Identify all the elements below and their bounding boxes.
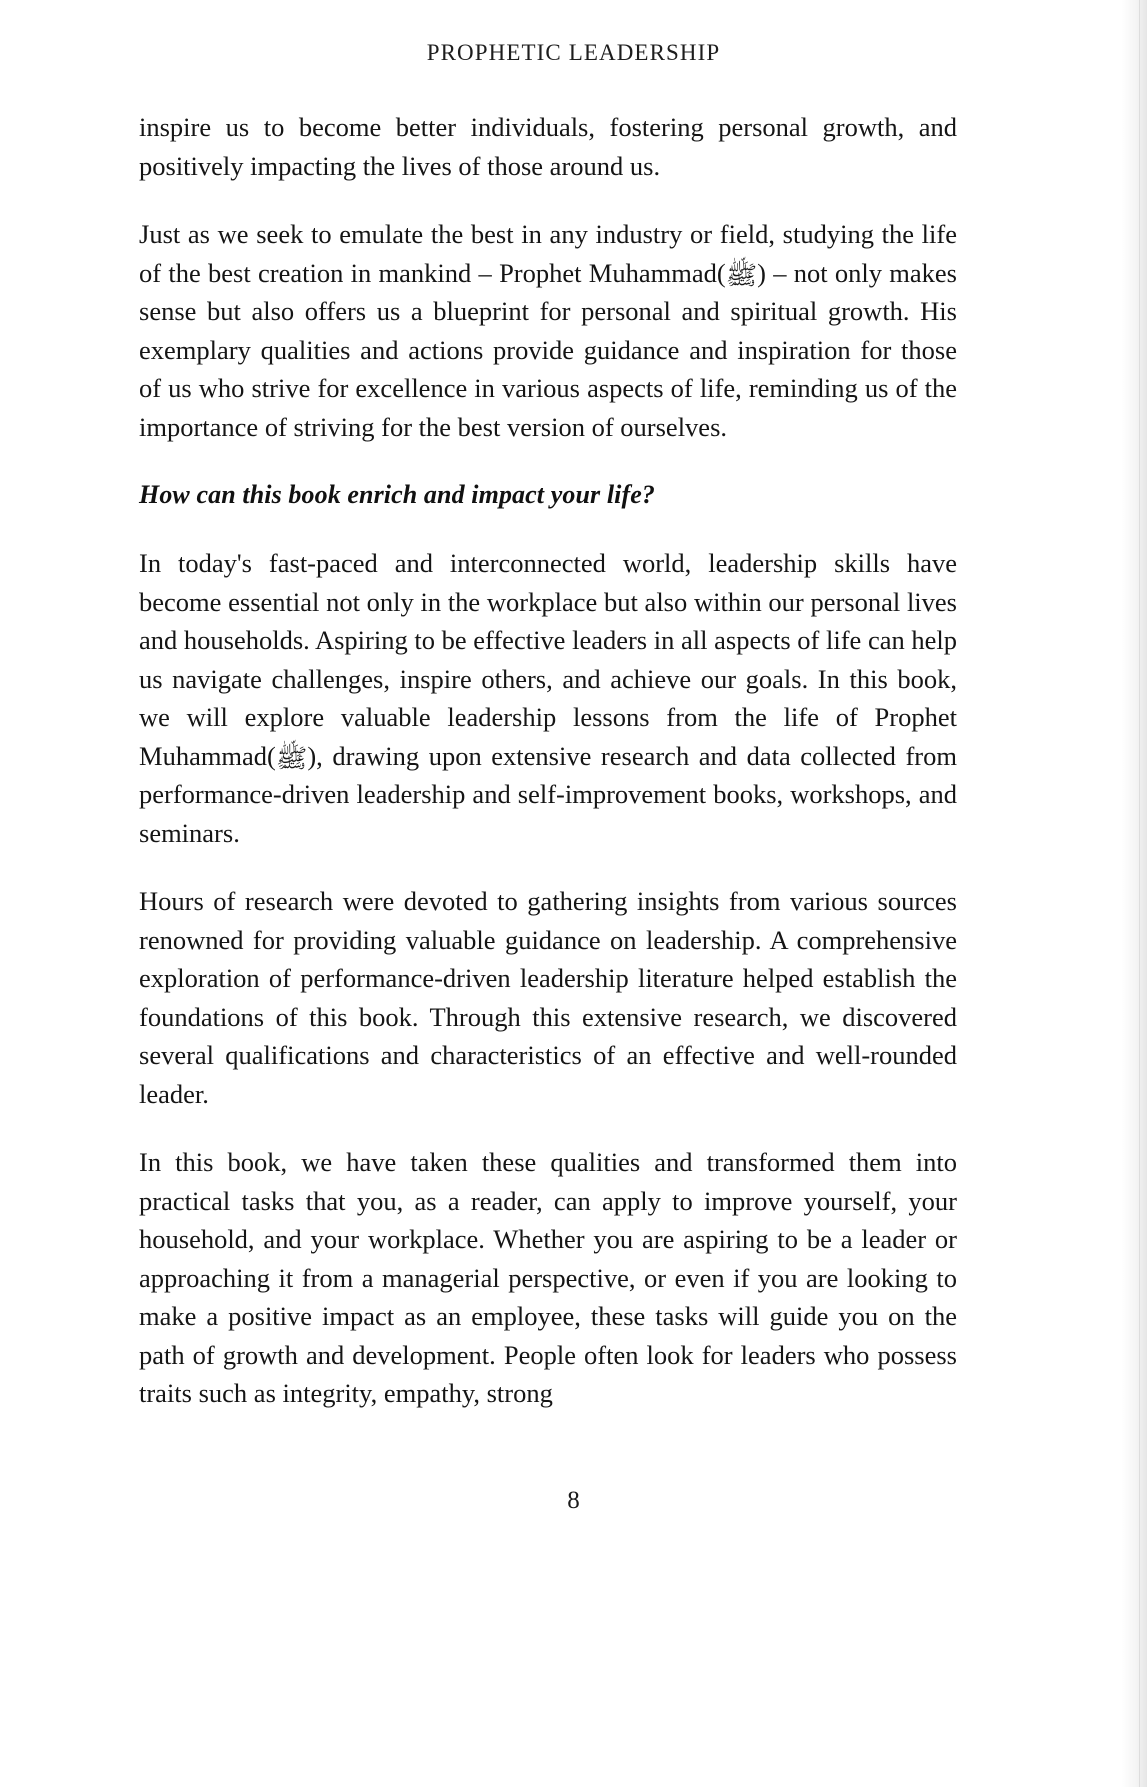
paragraph-4: Hours of research were devoted to gathering insights from various sources renowned for providing valuable guidance on leadership. A comprehensive exploration of performance-driven leadership literature helped establish the foundations of this book. Through this extensive research, we discovered several qualifications and characteristics of an effective and well-rounded leader.: [139, 886, 957, 1109]
salawat-honorific-icon: ﷺ: [725, 260, 758, 291]
paragraph-2-text-after-honorific: ) – not only makes sense but also offers us a blueprint for personal and spiritual growth. His exemplary qualities and actions provide guidance and inspiration for those of us who strive for excellence in various aspects of life, reminding us of the importance of striving for the best version of ourselves.: [139, 257, 957, 442]
page-edge-shading: [1121, 0, 1147, 1787]
page-edge-line: [1139, 0, 1140, 1787]
page-body: [139, 108, 957, 1413]
paragraph-5: In this book, we have taken these qualities and transformed them into practical tasks that you, as a reader, can apply to improve yourself, your household, and your workplace. Whether you are aspiring to be a leader or approaching it from a managerial perspective, or even if you are looking to make a positive impact as an employee, these tasks will guide you on the path of growth and development. People often look for leaders who possess traits such as integrity, empathy, strong: [139, 1147, 957, 1408]
running-head: PROPHETIC LEADERSHIP: [426, 40, 721, 65]
paragraph-2-text-before-honorific: Just as we seek to emulate the best in any industry or field, studying the life of the best creation in mankind – Prophet Muhammad(: [139, 219, 957, 288]
salawat-honorific-icon: ﷺ: [275, 743, 308, 774]
paragraph-3: [139, 544, 957, 852]
paragraph-1: inspire us to become better individuals, fostering personal growth, and positively impacting the lives of those around us.: [139, 112, 957, 181]
section-heading: How can this book enrich and impact your life?: [139, 480, 655, 509]
paragraph-2: [139, 215, 957, 446]
page-number: 8: [567, 1487, 580, 1514]
paragraph-3-text-after-honorific: ), drawing upon extensive research and data collected from performance-driven leadership and self-improvement books, workshops, and seminars.: [139, 740, 957, 848]
paragraph-3-text-before-honorific: In today's fast-paced and interconnected world, leadership skills have become essential not only in the workplace but also within our personal lives and households. Aspiring to be effective leaders in all aspects of life can help us navigate challenges, inspire others, and achieve our goals. In this book, we will explore valuable leadership lessons from the life of Prophet Muhammad(: [139, 548, 957, 771]
